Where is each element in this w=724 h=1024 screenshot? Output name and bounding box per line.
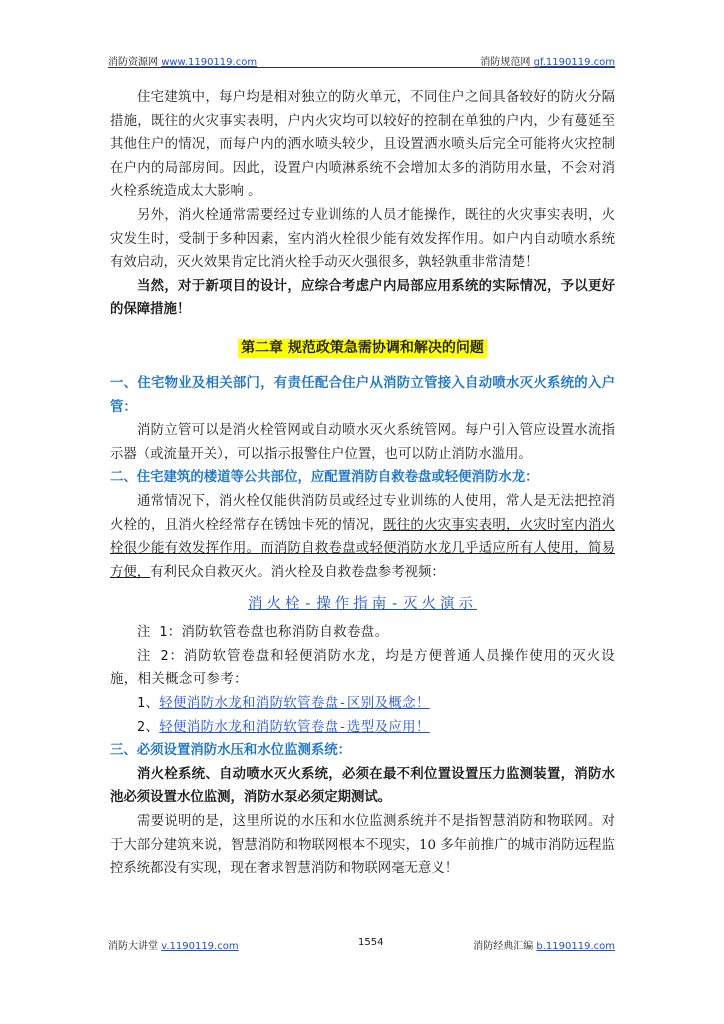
note-2: 注 2：消防软管卷盘和轻便消防水龙，均是方便普通人员操作使用的灭火设施，相关概念可参考： bbox=[110, 648, 615, 688]
reference-1 bbox=[110, 692, 615, 716]
section-1-text: 消防立管可以是消火栓管网或自动喷水灭火系统管网。每户引入管应设置水流指示器（或流量开关），可以指示报警住户位置，也可以防止消防水滥用。 bbox=[110, 423, 615, 462]
header-left-link[interactable]: www.1190119.com bbox=[161, 57, 258, 68]
section-3-bold-text: 消火栓系统、自动喷水灭火系统，必须在最不利位置设置压力监测装置，消防水池必须设置水位监测，消防水泵必须定期测试。 bbox=[110, 765, 615, 806]
section-2-title: 二、住宅建筑的楼道等公共部位，应配置消防自救卷盘或轻便消防水龙： bbox=[110, 470, 539, 486]
footer-right-label: 消防经典汇编 bbox=[473, 941, 534, 952]
reference-2 bbox=[110, 716, 615, 740]
header-left bbox=[108, 53, 257, 68]
section-1-title: 一、住宅物业及相关部门，有责任配合住户从消防立管接入自动喷水灭火系统的入户管： bbox=[110, 375, 615, 415]
footer-right-link[interactable]: b.1190119.com bbox=[536, 941, 615, 952]
reference-2-number: 2、 bbox=[137, 719, 160, 735]
video-link-wrap bbox=[110, 592, 615, 613]
paragraph-2: 另外，消火栓通常需要经过专业训练的人员才能操作，既往的火灾事实表明，火灾发生时，受制于多种因素，室内消火栓很少能有效发挥作用。如户内自动喷水系统有效启动，灭火效果肯定比消火栓手动灭火强很多，孰轻孰重非常清楚！ bbox=[110, 207, 615, 271]
footer-right bbox=[473, 937, 615, 952]
paragraph-3: 当然，对于新项目的设计，应综合考虑户内局部应用系统的实际情况，予以更好的保障措施！ bbox=[110, 277, 615, 318]
reference-1-number: 1、 bbox=[137, 696, 160, 712]
chapter-title: 第二章 规范政策急需协调和解决的问题 bbox=[238, 339, 487, 358]
page-header bbox=[108, 53, 615, 68]
chapter-heading-wrap bbox=[110, 337, 615, 358]
section-2-text-a: 通常情况下，消火栓仅能供消防员或经过专业训练的人使用，常人是无法把控消火栓的，且消火栓经常存在锈蚀卡死的情况， bbox=[110, 493, 615, 533]
header-right-link[interactable]: gf.1190119.com bbox=[533, 57, 615, 68]
section-3-text: 需要说明的是，这里所说的水压和水位监测系统并不是指智慧消防和物联网。对于大部分建筑来说，智慧消防和物联网根本不现实，10 多年前推广的城市消防远程监控系统都没有实现，现在奢求智慧消防和物联网毫无意义！ bbox=[110, 814, 615, 877]
reference-1-link[interactable]: 轻便消防水龙和消防软管卷盘-区别及概念！ bbox=[159, 696, 430, 712]
page-footer bbox=[108, 937, 615, 953]
page-content bbox=[110, 86, 615, 881]
section-2-text bbox=[110, 490, 615, 584]
page-number: 1554 bbox=[358, 937, 384, 948]
footer-left bbox=[108, 937, 239, 952]
section-3-title: 三、必须设置消防水压和水位监测系统： bbox=[110, 743, 352, 759]
header-left-label: 消防资源网 bbox=[108, 57, 158, 68]
paragraph-1: 住宅建筑中，每户均是相对独立的防火单元，不同住户之间具备较好的防火分隔措施，既往的火灾事实表明，户内火灾均可以较好的控制在单独的户内，少有蔓延至其他住户的情况，而每户内的洒水喷头较少，且设置洒水喷头后完全可能将火灾控制在户内的局部房间。因此，设置户内喷淋系统不会增加太多的消防用水量，不会对消火栓系统造成太大影响 。 bbox=[110, 90, 615, 200]
footer-left-label: 消防大讲堂 bbox=[108, 941, 158, 952]
header-right bbox=[480, 53, 615, 68]
section-2-text-c: 有利民众自救灭火。消火栓及自救卷盘参考视频： bbox=[150, 564, 445, 580]
reference-2-link[interactable]: 轻便消防水龙和消防软管卷盘-选型及应用！ bbox=[159, 719, 430, 735]
video-link[interactable]: 消火栓-操作指南-灭火演示 bbox=[248, 596, 477, 613]
section-2-text-underlined: 既往的火灾事实表明，火灾时室内消火栓很少能有效发挥作用。而消防自救卷盘或轻便消防水龙几乎适应所有人使用，简易方便， bbox=[110, 517, 616, 580]
footer-left-link[interactable]: v.1190119.com bbox=[161, 941, 239, 952]
header-right-label: 消防规范网 bbox=[480, 57, 531, 68]
note-1: 注 1：消防软管卷盘也称消防自救卷盘。 bbox=[137, 625, 389, 641]
